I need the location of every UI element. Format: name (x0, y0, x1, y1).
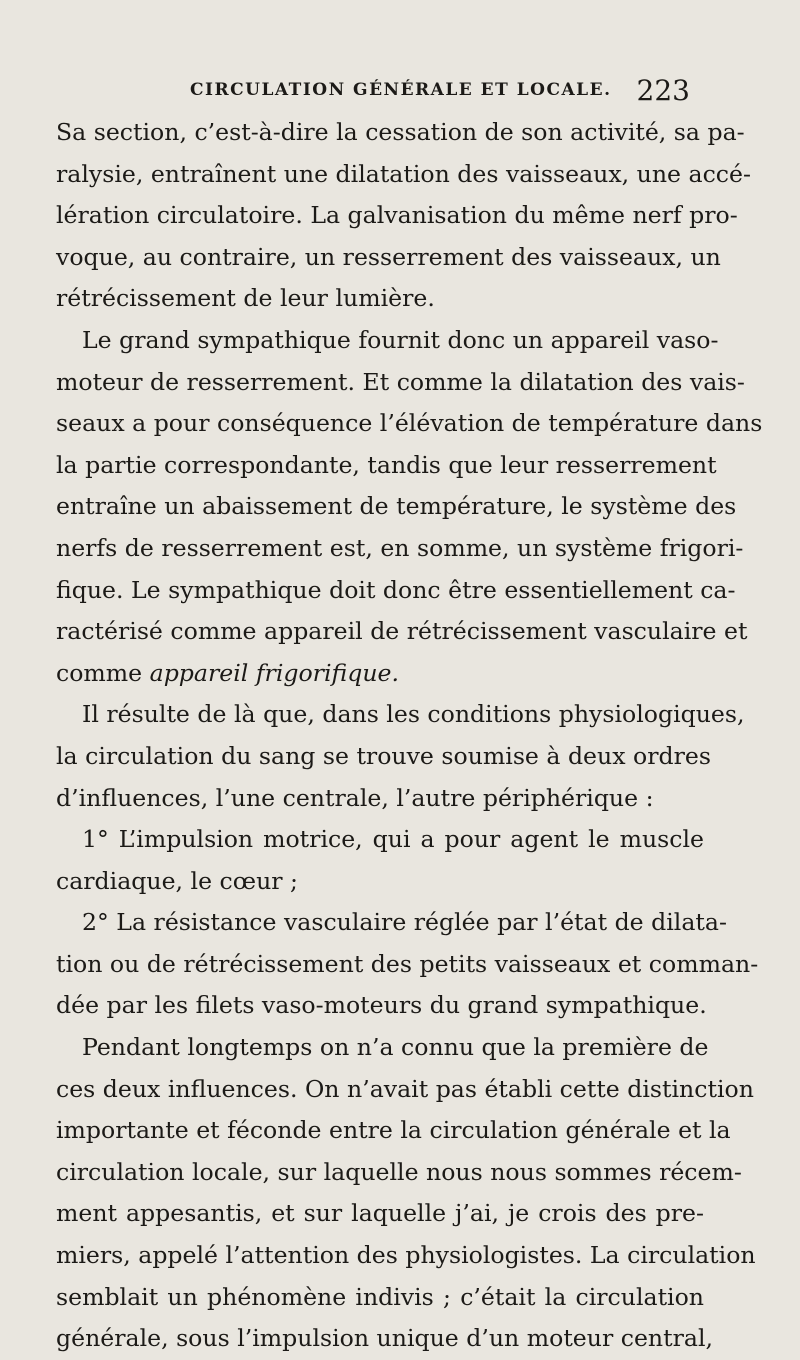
text-line: Le grand sympathique fournit donc un appareil vaso- (82, 325, 719, 354)
text-line: moteur de resserrement. Et comme la dilatation des vais- (56, 367, 745, 396)
text-line: 1° L’impulsion motrice, qui a pour agent le muscle (82, 825, 704, 854)
text-line: voque, au contraire, un resserrement des vaisseaux, un (56, 242, 721, 271)
text-segment: comme (56, 658, 143, 687)
text-line: générale, sous l’impulsion unique d’un moteur central, (56, 1324, 713, 1353)
text-line: importante et féconde entre la circulation générale et la (56, 1116, 731, 1145)
page-header (110, 74, 690, 110)
text-line: ces deux influences. On n’avait pas établi cette distinction (56, 1074, 754, 1103)
text-line: ralysie, entraînent une dilatation des vaisseaux, une accé- (56, 159, 751, 188)
text-line: la partie correspondante, tandis que leur resserrement (56, 450, 717, 479)
text-line: d’influences, l’une centrale, l’autre périphérique : (56, 783, 654, 812)
italic-phrase: appareil frigorifique. (149, 658, 399, 687)
text-line: lération circulatoire. La galvanisation du même nerf pro- (56, 201, 738, 230)
text-line: 2° La résistance vasculaire réglée par l’état de dilata- (82, 908, 727, 937)
text-line: seaux a pour conséquence l’élévation de température dans (56, 409, 763, 438)
text-line: tion ou de rétrécissement des petits vaisseaux et comman- (56, 949, 759, 978)
text-line (56, 653, 704, 695)
text-line: rétrécissement de leur lumière. (56, 284, 435, 313)
text-line: nerfs de resserrement est, en somme, un système frigori- (56, 533, 744, 562)
text-line: Pendant longtemps on n’a connu que la première de (82, 1033, 709, 1062)
text-line: fique. Le sympathique doit donc être essentiellement ca- (56, 575, 736, 604)
text-line: Sa section, c’est-à-dire la cessation de son activité, sa pa- (56, 118, 745, 146)
text-line: semblait un phénomène indivis ; c’était la circulation (56, 1282, 704, 1311)
text-line: dée par les filets vaso-moteurs du grand sympathique. (56, 991, 707, 1020)
text-line: ment appesantis, et sur laquelle j’ai, je crois des pre- (56, 1199, 704, 1228)
text-line: ractérisé comme appareil de rétrécissement vasculaire et (56, 617, 748, 646)
page-number: 223 (636, 74, 690, 107)
text-line: la circulation du sang se trouve soumise à deux ordres (56, 741, 711, 770)
body-text (56, 112, 763, 1360)
running-title: CIRCULATION GÉNÉRALE ET LOCALE. (190, 80, 612, 100)
text-line: entraîne un abaissement de température, le système des (56, 492, 737, 521)
text-line: cardiaque, le cœur ; (56, 866, 299, 895)
text-line: miers, appelé l’attention des physiologistes. La circulation (56, 1241, 756, 1270)
text-line: circulation locale, sur laquelle nous nous sommes récem- (56, 1157, 742, 1186)
text-line: Il résulte de là que, dans les conditions physiologiques, (82, 700, 745, 729)
